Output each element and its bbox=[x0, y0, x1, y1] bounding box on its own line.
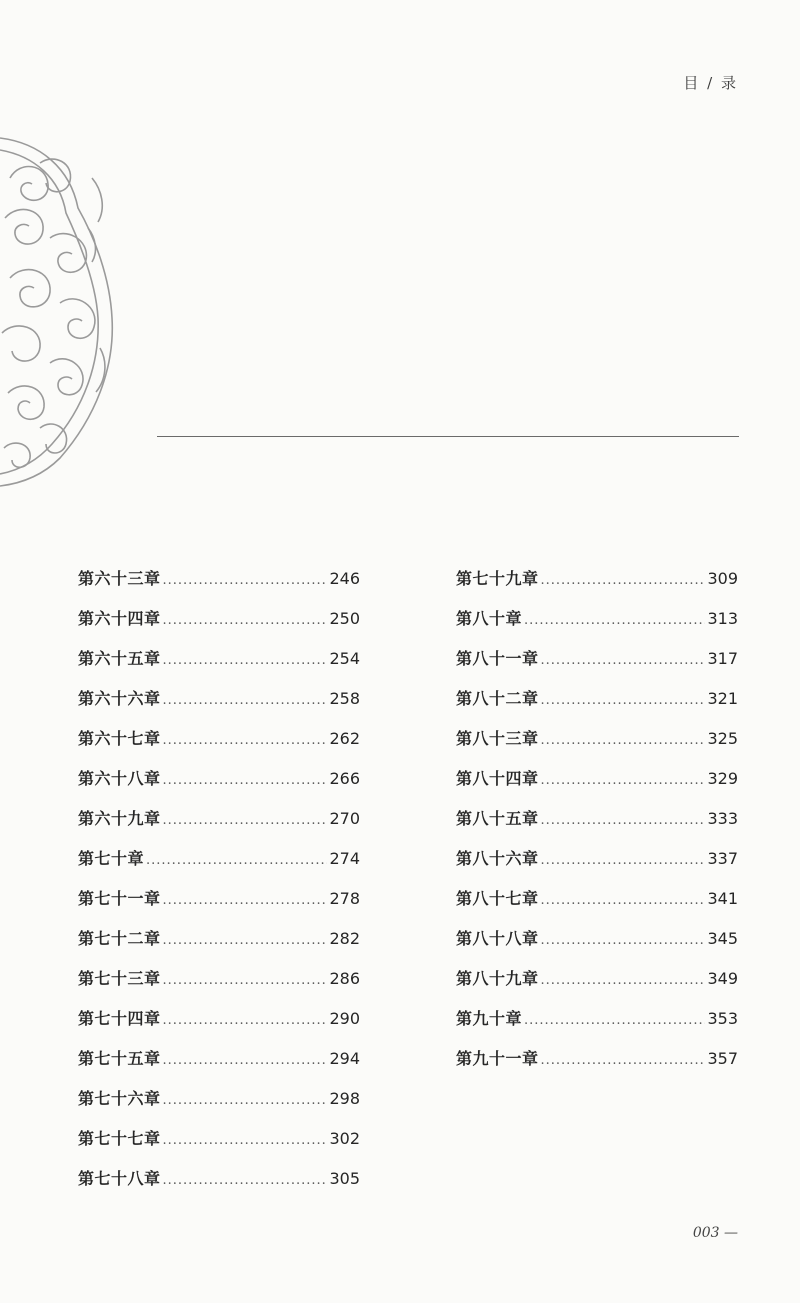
toc-entry-page: 337 bbox=[707, 849, 738, 868]
toc-entry[interactable] bbox=[456, 846, 738, 886]
toc-entry-label: 第六十五章 bbox=[78, 649, 161, 668]
toc-entry-label: 第八十八章 bbox=[456, 929, 539, 948]
toc-entry-label: 第七十四章 bbox=[78, 1009, 161, 1028]
toc-entry[interactable] bbox=[456, 646, 738, 686]
toc-entry-page: 266 bbox=[329, 769, 360, 788]
toc-entry-label: 第六十六章 bbox=[78, 689, 161, 708]
toc-leader-dots bbox=[163, 773, 328, 788]
toc-leader-dots bbox=[163, 893, 328, 908]
toc-entry-label: 第八十章 bbox=[456, 609, 523, 628]
toc-entry-page: 357 bbox=[707, 1049, 738, 1068]
toc-entry[interactable] bbox=[78, 1086, 360, 1126]
toc-entry[interactable] bbox=[456, 1046, 738, 1086]
toc-leader-dots bbox=[541, 653, 706, 668]
toc-entry-label: 第六十八章 bbox=[78, 769, 161, 788]
toc-entry-page: 282 bbox=[329, 929, 360, 948]
toc-entry-page: 345 bbox=[707, 929, 738, 948]
toc-entry[interactable] bbox=[78, 1046, 360, 1086]
toc-entry[interactable] bbox=[78, 646, 360, 686]
toc-leader-dots bbox=[163, 1133, 328, 1148]
toc-entry[interactable] bbox=[78, 766, 360, 806]
toc-entry-page: 313 bbox=[707, 609, 738, 628]
toc-entry-label: 第六十三章 bbox=[78, 569, 161, 588]
toc-entry-label: 第九十章 bbox=[456, 1009, 523, 1028]
toc-leader-dots bbox=[541, 733, 706, 748]
toc-leader-dots bbox=[541, 973, 706, 988]
toc-entry[interactable] bbox=[78, 1006, 360, 1046]
toc-leader-dots bbox=[524, 613, 705, 628]
toc-entry-label: 第七十七章 bbox=[78, 1129, 161, 1148]
toc-entry-page: 341 bbox=[707, 889, 738, 908]
toc-leader-dots bbox=[541, 933, 706, 948]
toc-entry-page: 254 bbox=[329, 649, 360, 668]
toc-entry-label: 第八十七章 bbox=[456, 889, 539, 908]
toc-leader-dots bbox=[163, 613, 328, 628]
toc-leader-dots bbox=[163, 733, 328, 748]
toc-leader-dots bbox=[541, 853, 706, 868]
toc-leader-dots bbox=[541, 893, 706, 908]
toc-leader-dots bbox=[163, 813, 328, 828]
toc-entry[interactable] bbox=[78, 726, 360, 766]
toc-entry[interactable] bbox=[456, 806, 738, 846]
toc-entry[interactable] bbox=[78, 966, 360, 1006]
toc-entry[interactable] bbox=[78, 806, 360, 846]
toc-leader-dots bbox=[163, 1053, 328, 1068]
header-divider bbox=[157, 436, 739, 437]
toc-leader-dots bbox=[163, 973, 328, 988]
toc-entry[interactable] bbox=[456, 686, 738, 726]
toc-entry[interactable] bbox=[456, 1006, 738, 1046]
toc-leader-dots bbox=[163, 573, 328, 588]
toc-entry-label: 第七十六章 bbox=[78, 1089, 161, 1108]
toc-entry[interactable] bbox=[78, 1166, 360, 1206]
toc-entry-page: 250 bbox=[329, 609, 360, 628]
toc-entry-label: 第八十三章 bbox=[456, 729, 539, 748]
toc-entry-page: 353 bbox=[707, 1009, 738, 1028]
toc-entry[interactable] bbox=[456, 606, 738, 646]
toc-entry-page: 274 bbox=[329, 849, 360, 868]
toc-entry-label: 第七十八章 bbox=[78, 1169, 161, 1188]
toc-entry-page: 258 bbox=[329, 689, 360, 708]
toc-entry[interactable] bbox=[456, 566, 738, 606]
toc-entry-page: 302 bbox=[329, 1129, 360, 1148]
toc-entry-label: 第八十一章 bbox=[456, 649, 539, 668]
toc-entry-page: 309 bbox=[707, 569, 738, 588]
toc-entry-page: 333 bbox=[707, 809, 738, 828]
toc-entry-page: 290 bbox=[329, 1009, 360, 1028]
toc-entry-page: 278 bbox=[329, 889, 360, 908]
toc-entry-page: 321 bbox=[707, 689, 738, 708]
toc-entry-label: 第八十六章 bbox=[456, 849, 539, 868]
toc-entry-page: 298 bbox=[329, 1089, 360, 1108]
toc-entry-label: 第六十四章 bbox=[78, 609, 161, 628]
toc-leader-dots bbox=[163, 1173, 328, 1188]
toc-entry-label: 第七十五章 bbox=[78, 1049, 161, 1068]
toc-entry[interactable] bbox=[78, 886, 360, 926]
toc-entry[interactable] bbox=[456, 886, 738, 926]
toc-entry-label: 第六十七章 bbox=[78, 729, 161, 748]
toc-entry-page: 294 bbox=[329, 1049, 360, 1068]
page-header-title: 目 / 录 bbox=[683, 74, 738, 92]
toc-entry[interactable] bbox=[78, 926, 360, 966]
toc-entry-label: 第七十二章 bbox=[78, 929, 161, 948]
cloud-scroll-ornament-icon bbox=[0, 118, 125, 488]
toc-leader-dots bbox=[146, 853, 327, 868]
toc-left-column bbox=[78, 566, 360, 1206]
toc-leader-dots bbox=[541, 773, 706, 788]
toc-entry-label: 第九十一章 bbox=[456, 1049, 539, 1068]
toc-entry[interactable] bbox=[78, 846, 360, 886]
toc-entry-page: 246 bbox=[329, 569, 360, 588]
toc-entry-label: 第七十章 bbox=[78, 849, 145, 868]
toc-entry-page: 349 bbox=[707, 969, 738, 988]
toc-entry[interactable] bbox=[78, 686, 360, 726]
toc-entry-page: 317 bbox=[707, 649, 738, 668]
toc-entry-page: 305 bbox=[329, 1169, 360, 1188]
toc-entry-label: 第八十二章 bbox=[456, 689, 539, 708]
toc-entry[interactable] bbox=[78, 566, 360, 606]
toc-right-column bbox=[456, 566, 738, 1086]
toc-entry-page: 270 bbox=[329, 809, 360, 828]
toc-entry[interactable] bbox=[78, 606, 360, 646]
toc-leader-dots bbox=[163, 1093, 328, 1108]
toc-entry-label: 第六十九章 bbox=[78, 809, 161, 828]
toc-entry-label: 第八十四章 bbox=[456, 769, 539, 788]
toc-entry-page: 286 bbox=[329, 969, 360, 988]
toc-entry[interactable] bbox=[456, 726, 738, 766]
toc-entry-label: 第八十五章 bbox=[456, 809, 539, 828]
toc-entry-page: 325 bbox=[707, 729, 738, 748]
toc-entry-page: 329 bbox=[707, 769, 738, 788]
toc-entry-label: 第八十九章 bbox=[456, 969, 539, 988]
toc-leader-dots bbox=[541, 573, 706, 588]
toc-leader-dots bbox=[163, 933, 328, 948]
toc-leader-dots bbox=[163, 1013, 328, 1028]
toc-leader-dots bbox=[541, 693, 706, 708]
toc-leader-dots bbox=[541, 1053, 706, 1068]
toc-leader-dots bbox=[163, 693, 328, 708]
toc-entry-label: 第七十九章 bbox=[456, 569, 539, 588]
toc-entry[interactable] bbox=[78, 1126, 360, 1166]
page-number: 003 — bbox=[692, 1225, 738, 1241]
toc-entry[interactable] bbox=[456, 766, 738, 806]
toc-entry-page: 262 bbox=[329, 729, 360, 748]
toc-entry[interactable] bbox=[456, 926, 738, 966]
toc-entry-label: 第七十一章 bbox=[78, 889, 161, 908]
toc-entry[interactable] bbox=[456, 966, 738, 1006]
toc-leader-dots bbox=[524, 1013, 705, 1028]
toc-leader-dots bbox=[541, 813, 706, 828]
toc-leader-dots bbox=[163, 653, 328, 668]
toc-entry-label: 第七十三章 bbox=[78, 969, 161, 988]
